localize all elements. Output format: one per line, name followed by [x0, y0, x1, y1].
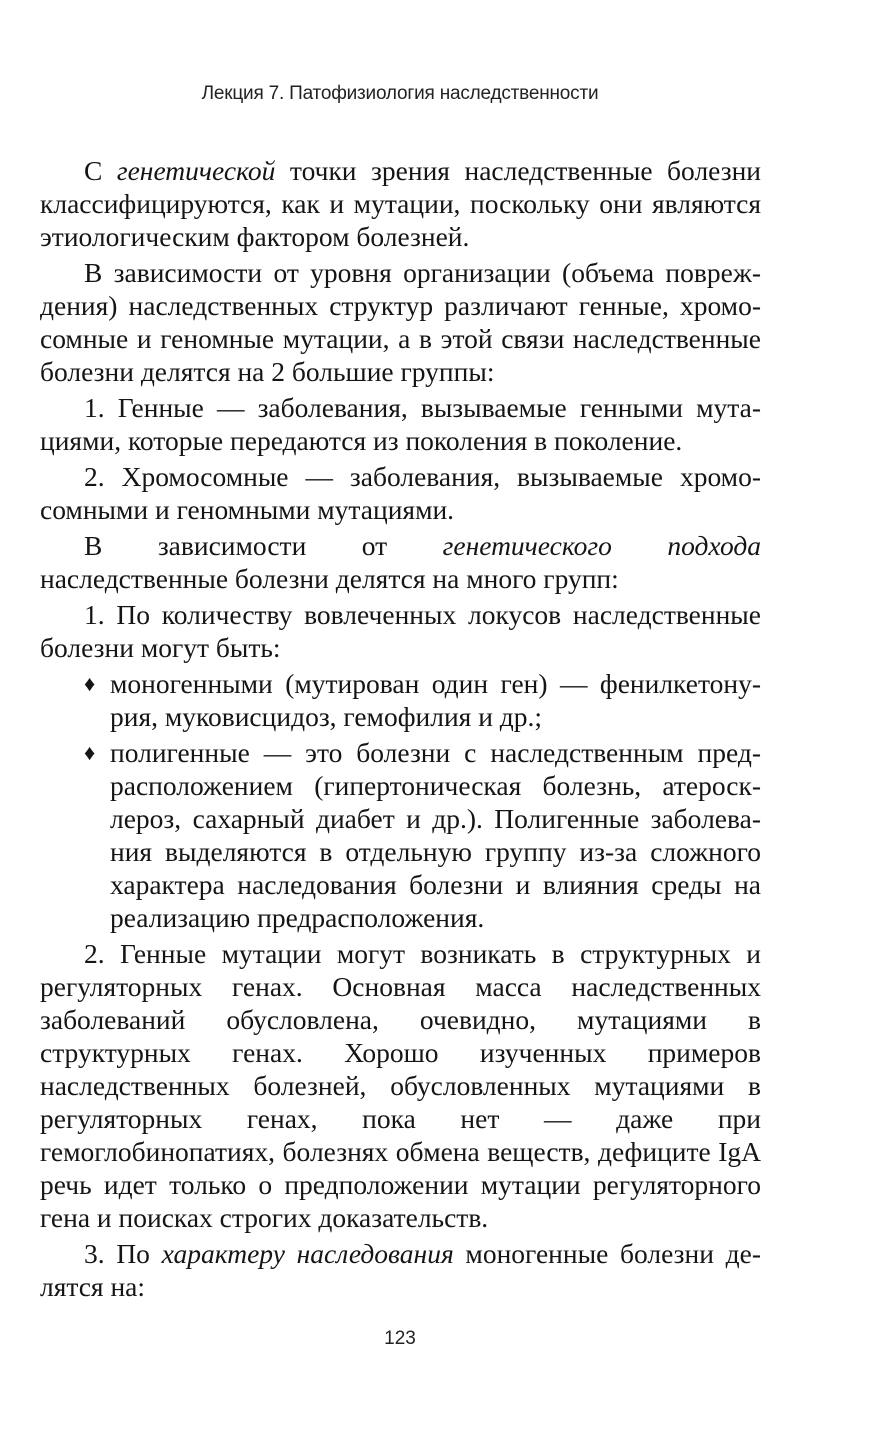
- paragraph-chromosome-diseases: 2. Хромосомные — заболевания, вызываемые хромосомными и геномными мутациями.: [40, 461, 761, 525]
- text-span: В зависимости от: [84, 530, 443, 561]
- paragraph-genetic-approach: [40, 529, 761, 595]
- text-span: С: [84, 155, 117, 186]
- diamond-bullet-icon: ♦: [84, 671, 96, 696]
- list-item-polygenic: [40, 736, 761, 934]
- text-span: точки зрения наследственные болезни классифицируются, как и мутации, поскольку они являются этиологическим фактором болезней.: [40, 155, 762, 252]
- paragraph-genetic-classification: [40, 154, 761, 253]
- paragraph-gene-diseases: 1. Генные — заболевания, вызываемые генными мутациями, которые передаются из поколения в поколение.: [40, 392, 761, 456]
- bullet-list: [40, 667, 761, 934]
- paragraph-regulatory-genes: 2. Генные мутации могут возникать в структурных и регуляторных генах. Основная масса наследственных заболеваний обусловлена, очевидно, мутациями в структурных генах. Хорошо изученных примеров наследственных болезней, обусловленных мутациями в регуляторных генах, пока нет — даже при гемоглобинопатиях, болезнях обмена веществ, дефиците IgA речь идет только о предположении мутации регуляторного гена и поисках строгих доказательств.: [40, 938, 761, 1233]
- text-span: наследственные болезни делятся на много групп:: [40, 563, 619, 594]
- text-span: моногенные болезни делятся на:: [40, 1238, 761, 1302]
- emphasis-inheritance: характеру наследования: [161, 1238, 454, 1269]
- text-span: 3. По: [84, 1238, 162, 1269]
- body-text: [40, 154, 761, 1306]
- paragraph-loci-count: 1. По количеству вовлеченных локусов наследственные болезни могут быть:: [40, 599, 761, 663]
- list-item-monogenic: [40, 667, 761, 733]
- paragraph-inheritance-type: [40, 1237, 761, 1303]
- running-head: Лекция 7. Патофизиология наследственности: [201, 83, 599, 104]
- paragraph-organization-level: В зависимости от уровня организации (объема повреждения) наследственных структур различают генные, хромосомные и геномные мутации, а в этой связи наследственные болезни делятся на 2 большие группы:: [40, 257, 761, 387]
- list-item-text: полигенные — это болезни с наследственным предрасположением (гипертоническая болезнь, атеросклероз, сахарный диабет и др.). Полигенные заболевания выделяются в отдельную группу из-за сложного характера наследования болезни и влияния среды на реализацию предрасположения.: [110, 737, 761, 933]
- emphasis-genetic-approach: генетического подхода: [442, 530, 761, 561]
- page-number: 123: [384, 1328, 416, 1349]
- list-item-text: моногенными (мутирован один ген) — фенилкетонурия, муковисцидоз, гемофилия и др.;: [110, 668, 761, 732]
- diamond-bullet-icon: ♦: [84, 740, 96, 765]
- emphasis-genetic: генетической: [116, 155, 276, 186]
